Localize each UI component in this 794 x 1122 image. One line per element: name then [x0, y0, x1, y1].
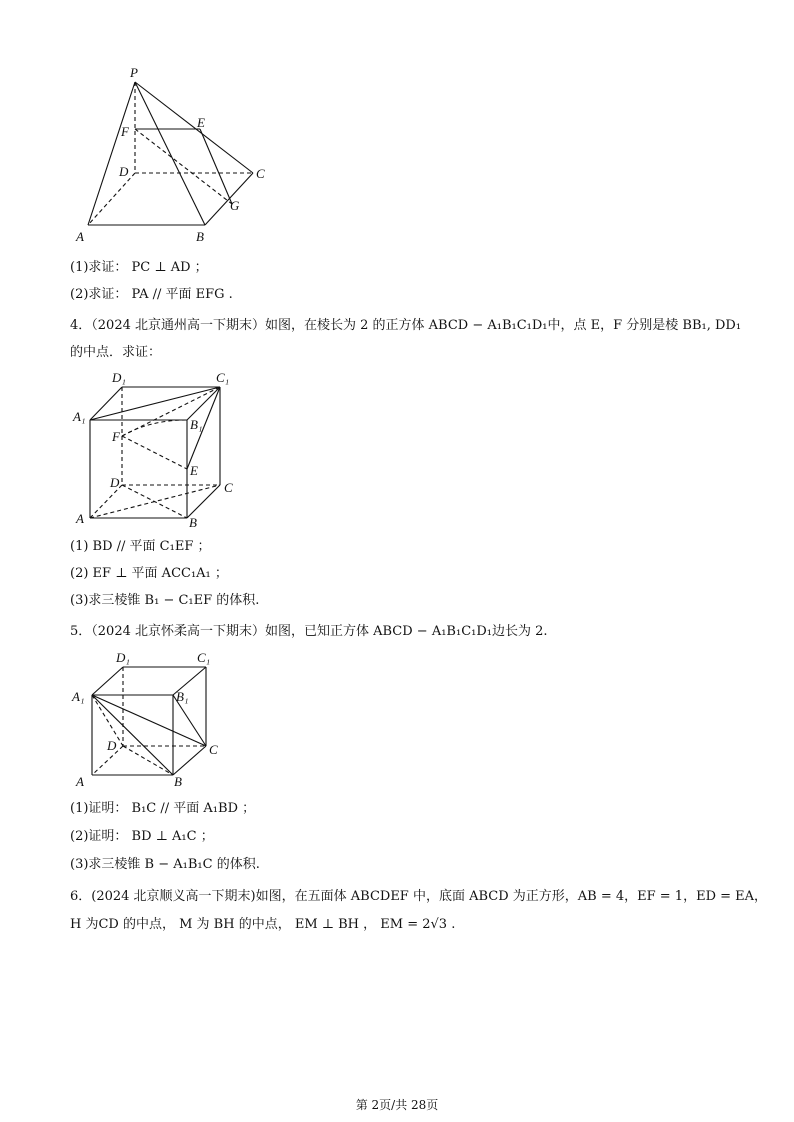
q4-stem-line1: 4．（2024 北京通州高一下期末）如图，在棱长为 2 的正方体 ABCD − A₁B₁C₁D₁中，点 E，F 分别是棱 BB₁, DD₁: [70, 318, 742, 333]
q4-part3: (3)求三棱锥 B₁ − C₁EF 的体积.: [70, 593, 260, 608]
label-A1: A₁: [72, 689, 85, 704]
label-D: D: [107, 738, 117, 753]
label-D: D: [110, 475, 120, 490]
label-C: C: [256, 166, 265, 181]
q5-part2: (2)证明： BD ⊥ A₁C ；: [70, 829, 214, 844]
label-D1: D₁: [112, 370, 126, 385]
label-A: A: [76, 774, 84, 789]
q4-part1: (1) BD // 平面 C₁EF ；: [70, 539, 211, 554]
label-G: G: [230, 198, 240, 213]
q4-part2: (2) EF ⊥ 平面 ACC₁A₁ ；: [70, 566, 228, 581]
label-P: P: [130, 65, 138, 80]
label-A1: A₁: [73, 409, 86, 424]
q6-stem-line2: H 为CD 的中点， M 为 BH 的中点， EM ⊥ BH ， EM = 2√3 .: [70, 917, 456, 932]
figure-pyramid: [70, 60, 280, 250]
label-E: E: [190, 463, 198, 478]
q5-part3: (3)求三棱锥 B − A₁B₁C 的体积.: [70, 857, 260, 872]
label-A: A: [76, 511, 84, 526]
label-C: C: [224, 480, 233, 495]
q3-part1: (1)求证： PC ⊥ AD ；: [70, 260, 208, 275]
label-F: F: [121, 124, 129, 139]
q4-stem-line2: 的中点．求证：: [70, 345, 162, 360]
figure-cube-q4: [70, 365, 260, 535]
label-D: D: [119, 164, 129, 179]
label-D1: D₁: [116, 650, 130, 665]
q3-part2: (2)求证： PA // 平面 EFG .: [70, 287, 233, 302]
label-C: C: [209, 742, 218, 757]
q5-part1: (1)证明： B₁C // 平面 A₁BD ；: [70, 801, 256, 816]
label-C1: C₁: [197, 650, 211, 665]
label-E: E: [197, 115, 205, 130]
label-B1: B₁: [190, 417, 203, 432]
label-B: B: [174, 774, 182, 789]
label-C1: C₁: [216, 370, 230, 385]
label-A: A: [76, 229, 84, 244]
figure-cube-q5: [70, 645, 240, 795]
label-B1: B₁: [176, 689, 189, 704]
label-B: B: [189, 515, 197, 530]
page-footer: 第 2页/共 28页: [355, 1098, 439, 1112]
label-B: B: [196, 229, 204, 244]
q6-stem-line1: 6．(2024 北京顺义高一下期末)如图，在五面体 ABCDEF 中，底面 ABCD 为正方形，AB = 4，EF = 1，ED = EA，: [70, 889, 768, 904]
label-F: F: [112, 429, 120, 444]
q5-stem: 5．（2024 北京怀柔高一下期末）如图，已知正方体 ABCD − A₁B₁C₁D₁边长为 2.: [70, 624, 548, 639]
